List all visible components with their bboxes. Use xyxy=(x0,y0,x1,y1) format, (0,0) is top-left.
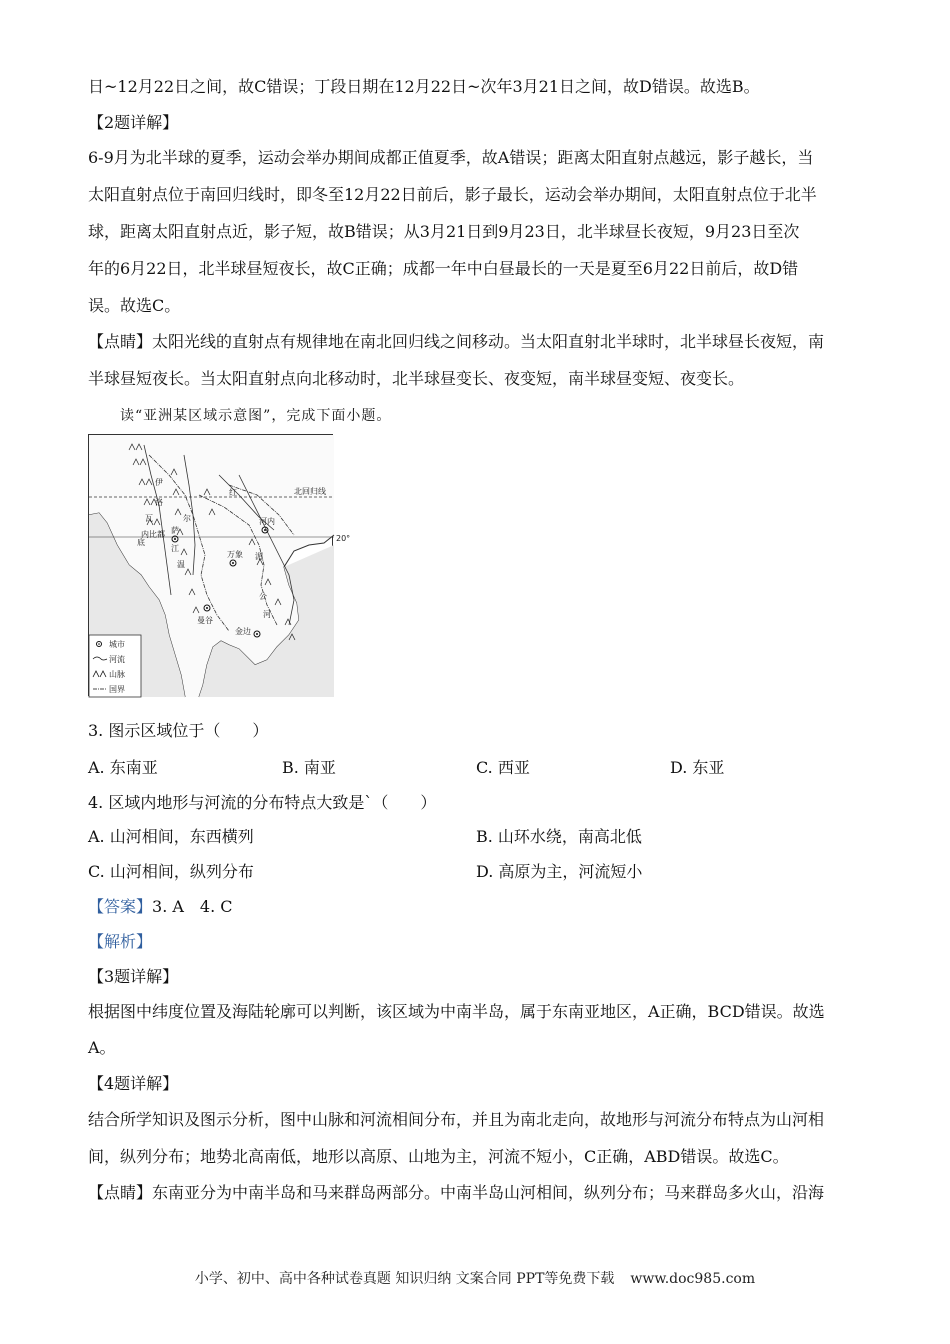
page-footer xyxy=(0,1270,950,1288)
section-title: 【3题详解】 xyxy=(88,967,179,986)
svg-text:城市: 城市 xyxy=(109,640,125,649)
paragraph-line: 球，距离太阳直射点近，影子短，故B错误；从3月21日到9月23日，北半球昼长夜短，9月23日至次 xyxy=(88,222,800,241)
option-a: A. 山河相间，东西横列 xyxy=(88,827,254,846)
paragraph-line: 间，纵列分布；地势北高南低，地形以高原、山地为主，河流不短小，C正确，ABD错误。故选C。 xyxy=(88,1147,789,1166)
paragraph-line: 年的6月22日，北半球昼短夜长，故C正确；成都一年中白昼最长的一天是夏至6月22日前后，故D错 xyxy=(88,259,799,278)
answer-label: 【答案】 xyxy=(88,897,153,916)
svg-text:河流: 河流 xyxy=(109,655,125,664)
option-c: C. 西亚 xyxy=(476,758,530,777)
tip-line: 半球昼短夜长。当太阳直射点向北移动时，北半球昼变长、夜变短，南半球昼变短、夜变长。 xyxy=(88,369,745,388)
river-char: 温 xyxy=(177,560,185,569)
region-map xyxy=(88,434,351,696)
svg-text:山脉: 山脉 xyxy=(109,670,125,679)
footer-text: 小学、初中、高中各种试卷真题 知识归纳 文案合同 PPT等免费下载 xyxy=(194,1271,615,1287)
paragraph-line: 结合所学知识及图示分析，图中山脉和河流相间分布，并且为南北走向，故地形与河流分布特点为山河相 xyxy=(88,1110,825,1129)
river-char: 底 xyxy=(137,538,145,547)
option-d: D. 东亚 xyxy=(670,758,725,777)
analysis-label: 【解析】 xyxy=(88,932,153,951)
river-char: 瓦 xyxy=(145,514,153,523)
river-char: 伊 xyxy=(155,478,163,487)
footer-url[interactable]: www.doc985.com xyxy=(630,1271,756,1287)
city-label: 万象 xyxy=(227,550,243,559)
river-char: 公 xyxy=(259,592,267,601)
paragraph-line: 6-9月为北半球的夏季，运动会举办期间成都正值夏季，故A错误；距离太阳直射点越远，影子越长，当 xyxy=(88,148,814,167)
map-legend xyxy=(89,635,141,697)
tropic-label: 北回归线 xyxy=(294,487,326,496)
tip-line: 【点睛】东南亚分为中南半岛和马来群岛两部分。中南半岛山河相间，纵列分布；马来群岛多火山，沿海 xyxy=(88,1183,825,1202)
river-char: 洛 xyxy=(155,498,163,507)
paragraph-line: 太阳直射点位于南回归线时，即冬至12月22日前后，影子最长，运动会举办期间，太阳直射点位于北半 xyxy=(88,185,817,204)
tip-line: 【点睛】太阳光线的直射点有规律地在南北回归线之间移动。当太阳直射北半球时，北半球昼长夜短，南 xyxy=(88,332,825,351)
city-label: 河内 xyxy=(259,517,275,526)
question-4: 4. 区域内地形与河流的分布特点大致是`（ ） xyxy=(88,793,437,812)
paragraph-line: 根据图中纬度位置及海陆轮廓可以判断，该区域为中南半岛，属于东南亚地区，A正确，BCD错误。故选 xyxy=(88,1002,825,1021)
answer-text: 3. A 4. C xyxy=(152,897,233,916)
lat-label: 20° xyxy=(336,534,351,543)
svg-text:国界: 国界 xyxy=(109,685,125,694)
city-label: 曼谷 xyxy=(197,616,213,625)
option-d: D. 高原为主，河流短小 xyxy=(476,862,643,881)
city-label: 内比都 xyxy=(141,530,165,539)
question-3: 3. 图示区域位于（ ） xyxy=(88,721,269,740)
map-svg xyxy=(89,435,351,697)
section-title: 【2题详解】 xyxy=(88,113,179,132)
paragraph-line: 日~12月22日之间，故C错误；丁段日期在12月22日~次年3月21日之间，故D错误。故选B。 xyxy=(88,77,760,96)
section-title: 【4题详解】 xyxy=(88,1074,179,1093)
river-char: 湄 xyxy=(255,552,263,561)
city-label: 金边 xyxy=(235,627,251,636)
answer-line xyxy=(88,897,868,917)
option-b: B. 南亚 xyxy=(282,758,336,777)
option-c: C. 山河相间，纵列分布 xyxy=(88,862,254,881)
river-char: 红 xyxy=(229,488,237,497)
river-char: 尔 xyxy=(183,514,191,523)
river-char: 萨 xyxy=(171,526,179,535)
river-char: 河 xyxy=(263,610,271,619)
paragraph-line: 误。故选C。 xyxy=(88,296,181,315)
read-prompt: 读“亚洲某区域示意图”，完成下面小题。 xyxy=(120,408,392,424)
river-char: 江 xyxy=(171,544,179,553)
option-b: B. 山环水绕，南高北低 xyxy=(476,827,642,846)
option-a: A. 东南亚 xyxy=(88,758,158,777)
paragraph-line: A。 xyxy=(88,1038,116,1057)
